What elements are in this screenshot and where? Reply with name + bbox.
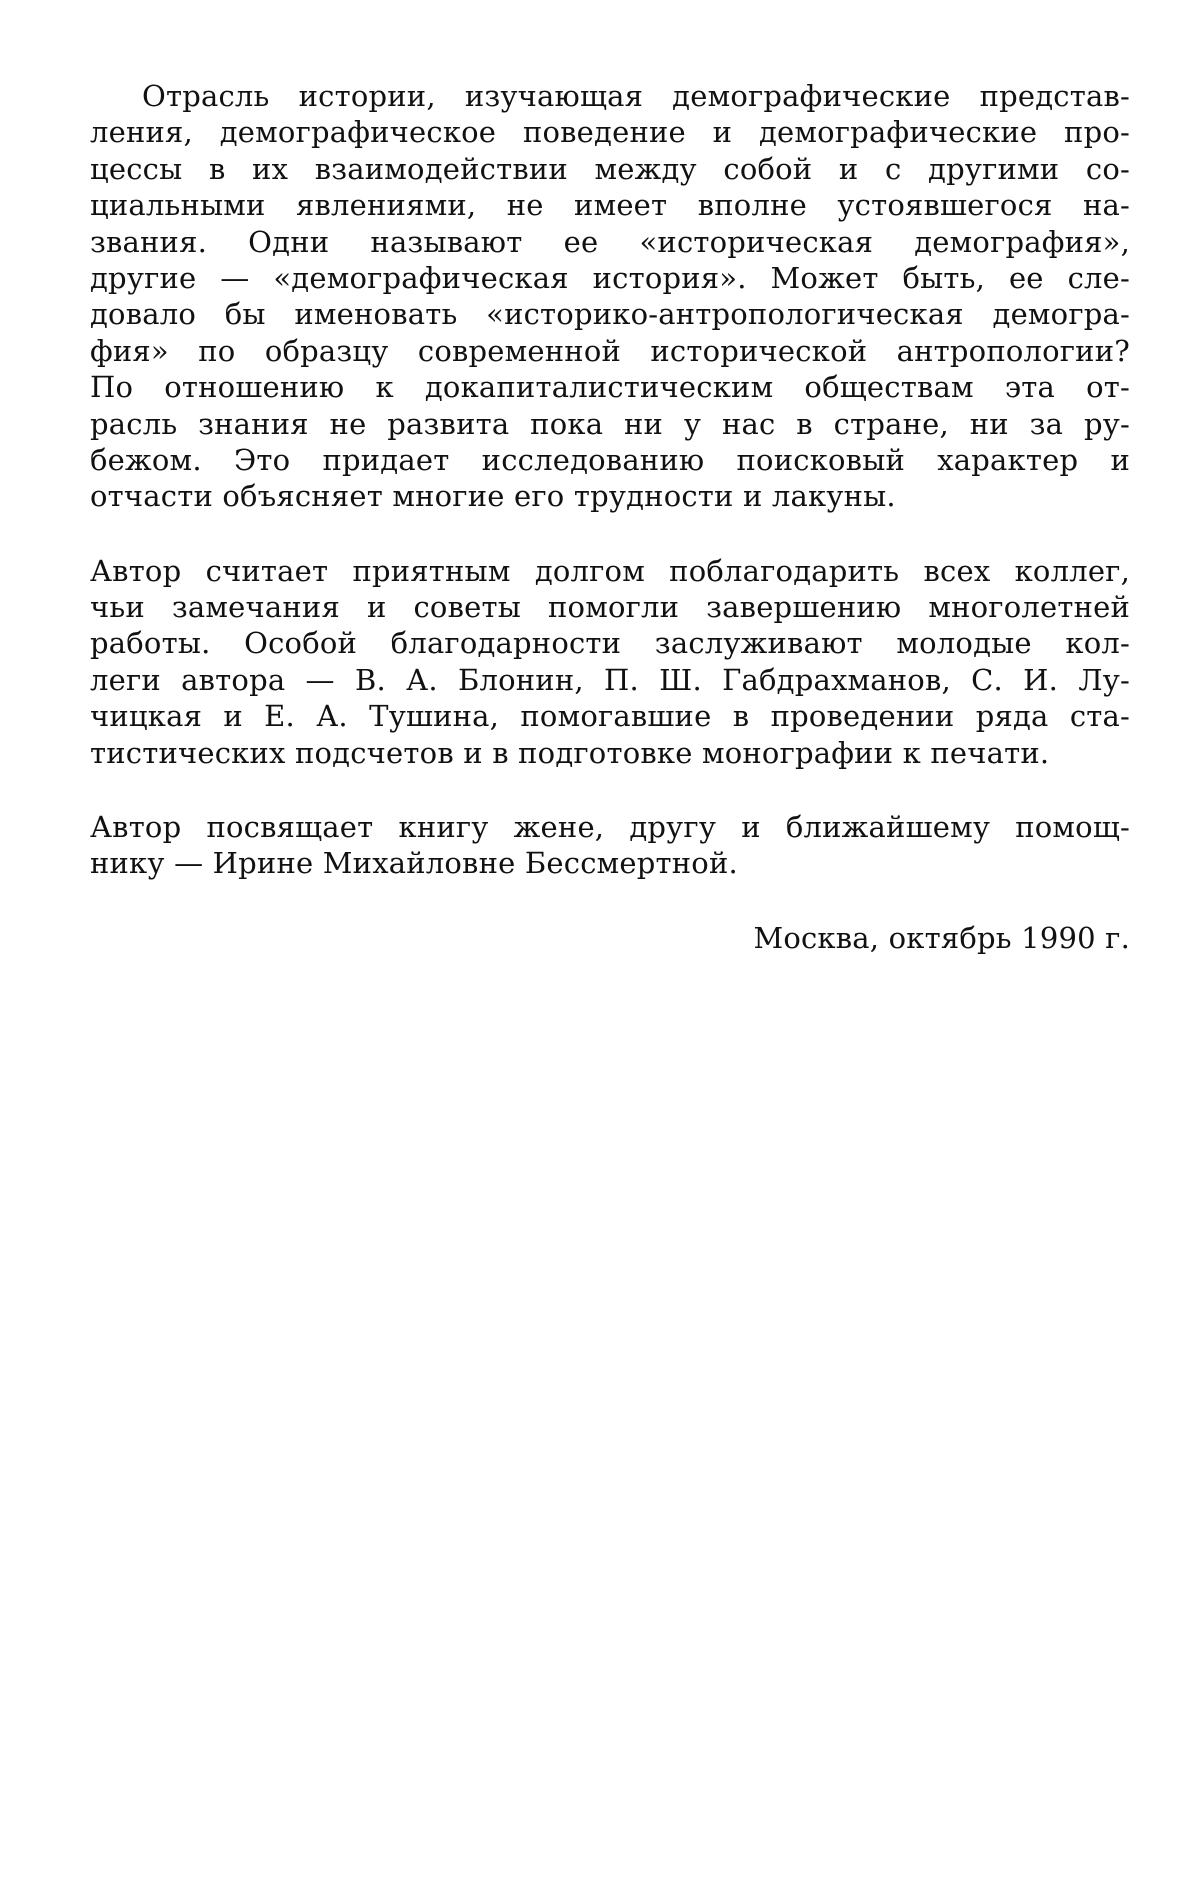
text-line: ления, демографическое поведение и демографические про- [90, 115, 1130, 150]
paragraph-dedication [90, 809, 1130, 882]
text-line: Отрасль истории, изучающая демографические представ- [142, 79, 1130, 113]
text-line: расль знания не развита пока ни у нас в стране, ни за ру- [90, 406, 1130, 441]
text-line: бежом. Это придает исследованию поисковый характер и [90, 442, 1130, 477]
text-line: нику — Ирине Михайловне Бессмертной. [90, 846, 738, 881]
text-line: работы. Особой благодарности заслуживают молодые кол- [90, 626, 1130, 661]
text-line: отчасти объясняет многие его трудности и лакуны. [90, 479, 896, 514]
text-line: циальными явлениями, не имеет вполне устоявшегося на- [90, 188, 1130, 223]
paragraph-intro [90, 78, 1130, 515]
document-page [90, 78, 1130, 956]
text-line: Автор посвящает книгу жене, другу и ближайшему помощ- [90, 810, 1130, 845]
text-line: По отношению к докапиталистическим обществам эта от- [90, 370, 1130, 405]
paragraph-acknowledgements [90, 553, 1130, 771]
text-line: чицкая и Е. А. Тушина, помогавшие в проведении ряда ста- [90, 699, 1130, 734]
place-date-signature: Москва, октябрь 1990 г. [753, 920, 1130, 955]
text-line: Автор считает приятным долгом поблагодарить всех коллег, [90, 553, 1130, 588]
text-line: фия» по образцу современной исторической антропологии? [90, 333, 1130, 368]
text-line: цессы в их взаимодействии между собой и с другими со- [90, 151, 1130, 186]
text-line: другие — «демографическая история». Может быть, ее сле- [90, 260, 1130, 295]
text-line: леги автора — В. А. Блонин, П. Ш. Габдрахманов, С. И. Лу- [90, 662, 1130, 697]
text-line: звания. Одни называют ее «историческая демография», [90, 224, 1130, 259]
text-line: довало бы именовать «историко-антропологическая демогра- [90, 297, 1130, 332]
text-line: тистических подсчетов и в подготовке монографии к печати. [90, 735, 1050, 770]
text-line: чьи замечания и советы помогли завершению многолетней [90, 590, 1130, 625]
